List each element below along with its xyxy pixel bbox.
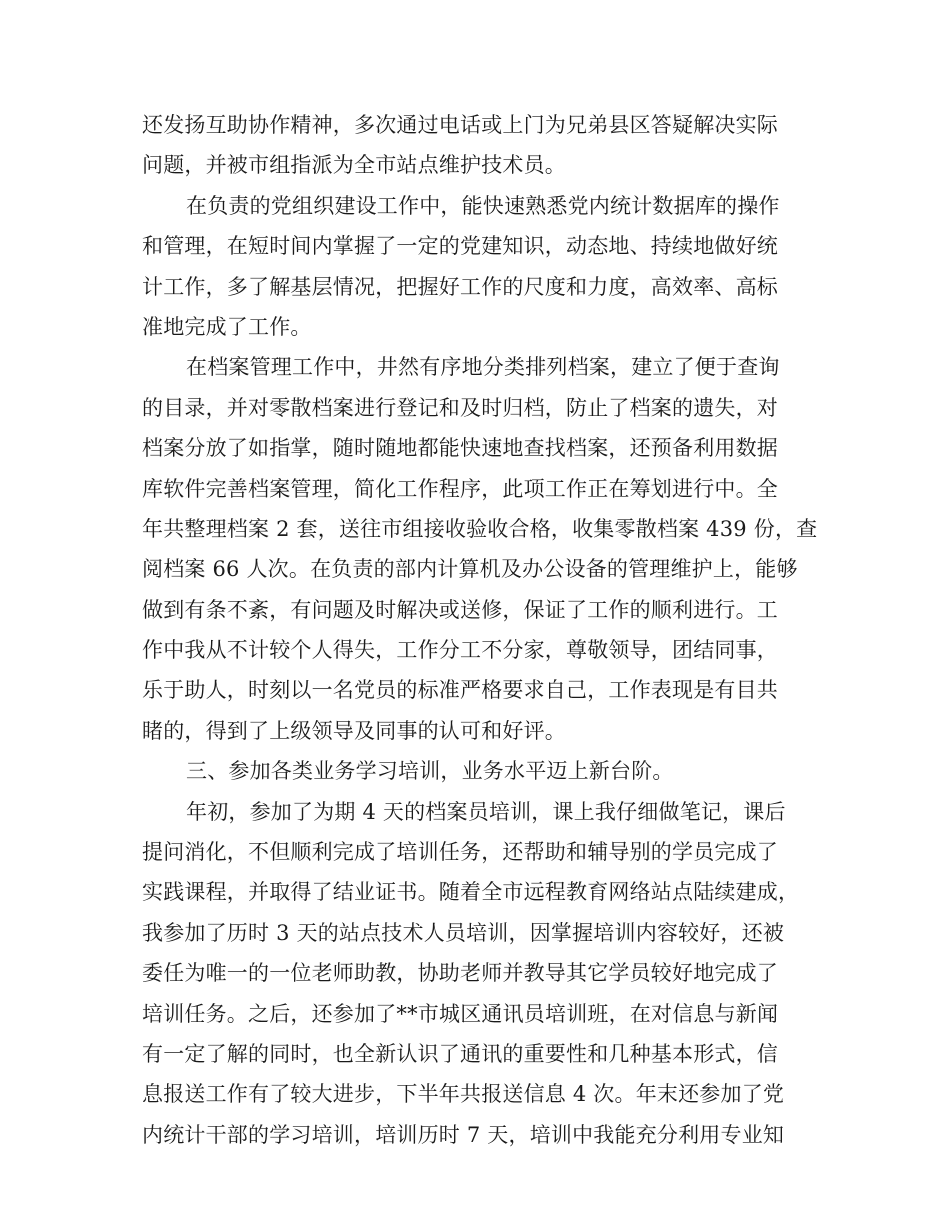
text-line: 年初，参加了为期 4 天的档案员培训，课上我仔细做笔记，课后 <box>186 799 786 824</box>
text-line: 我参加了历时 3 天的站点技术人员培训，因掌握培训内容较好，还被 <box>142 920 785 945</box>
text-line: 做到有条不紊，有问题及时解决或送修，保证了工作的顺利进行。工 <box>142 597 778 622</box>
text-line: 委任为唯一的一位老师助教，协助老师并教导其它学员较好地完成了 <box>142 961 778 986</box>
text-line: 档案分放了如指掌，随时随地都能快速地查找档案，还预备利用数据 <box>142 436 778 461</box>
text-line: 实践课程，并取得了结业证书。随着全市远程教育网络站点陆续建成， <box>142 880 800 905</box>
text-line: 在档案管理工作中，井然有序地分类排列档案，建立了便于查询 <box>186 355 780 380</box>
text-line: 培训任务。之后，还参加了**市城区通讯员培训班，在对信息与新闻 <box>142 1001 779 1026</box>
text-line: 和管理，在短时间内掌握了一定的党建知识，动态地、持续地做好统 <box>142 234 778 259</box>
text-line: 三、参加各类业务学习培训，业务水平迈上新台阶。 <box>186 759 674 784</box>
document-body <box>142 105 818 1155</box>
text-line: 还发扬互助协作精神，多次通过电话或上门为兄弟县区答疑解决实际 <box>142 113 778 137</box>
text-line: 库软件完善档案管理，简化工作程序，此项工作正在筹划进行中。全 <box>142 476 778 501</box>
text-line: 内统计干部的学习培训，培训历时 7 天，培训中我能充分利用专业知 <box>142 1122 785 1147</box>
text-line: 息报送工作有了较大进步，下半年共报送信息 4 次。年末还参加了党 <box>142 1082 785 1107</box>
text-line: 作中我从不计较个人得失，工作分工不分家，尊敬领导，团结同事， <box>142 638 778 663</box>
text-line: 准地完成了工作。 <box>142 314 312 339</box>
text-line: 睹的，得到了上级领导及同事的认可和好评。 <box>142 718 566 743</box>
text-line: 阅档案 66 人次。在负责的部内计算机及办公设备的管理维护上，能够 <box>142 557 798 582</box>
text-line: 有一定了解的同时，也全新认识了通讯的重要性和几种基本形式，信 <box>142 1041 778 1066</box>
text-line: 的目录，并对零散档案进行登记和及时归档，防止了档案的遗失，对 <box>142 395 778 420</box>
text-line: 计工作，多了解基层情况，把握好工作的尺度和力度，高效率、高标 <box>142 274 778 299</box>
text-line: 乐于助人，时刻以一名党员的标准严格要求自己，工作表现是有目共 <box>142 678 778 703</box>
text-line: 问题，并被市组指派为全市站点维护技术员。 <box>142 153 566 178</box>
text-line: 在负责的党组织建设工作中，能快速熟悉党内统计数据库的操作 <box>186 193 780 218</box>
text-line: 提问消化，不但顺利完成了培训任务，还帮助和辅导别的学员完成了 <box>142 840 778 865</box>
text-line: 年共整理档案 2 套，送往市组接收验收合格，收集零散档案 439 份，查 <box>142 516 818 541</box>
